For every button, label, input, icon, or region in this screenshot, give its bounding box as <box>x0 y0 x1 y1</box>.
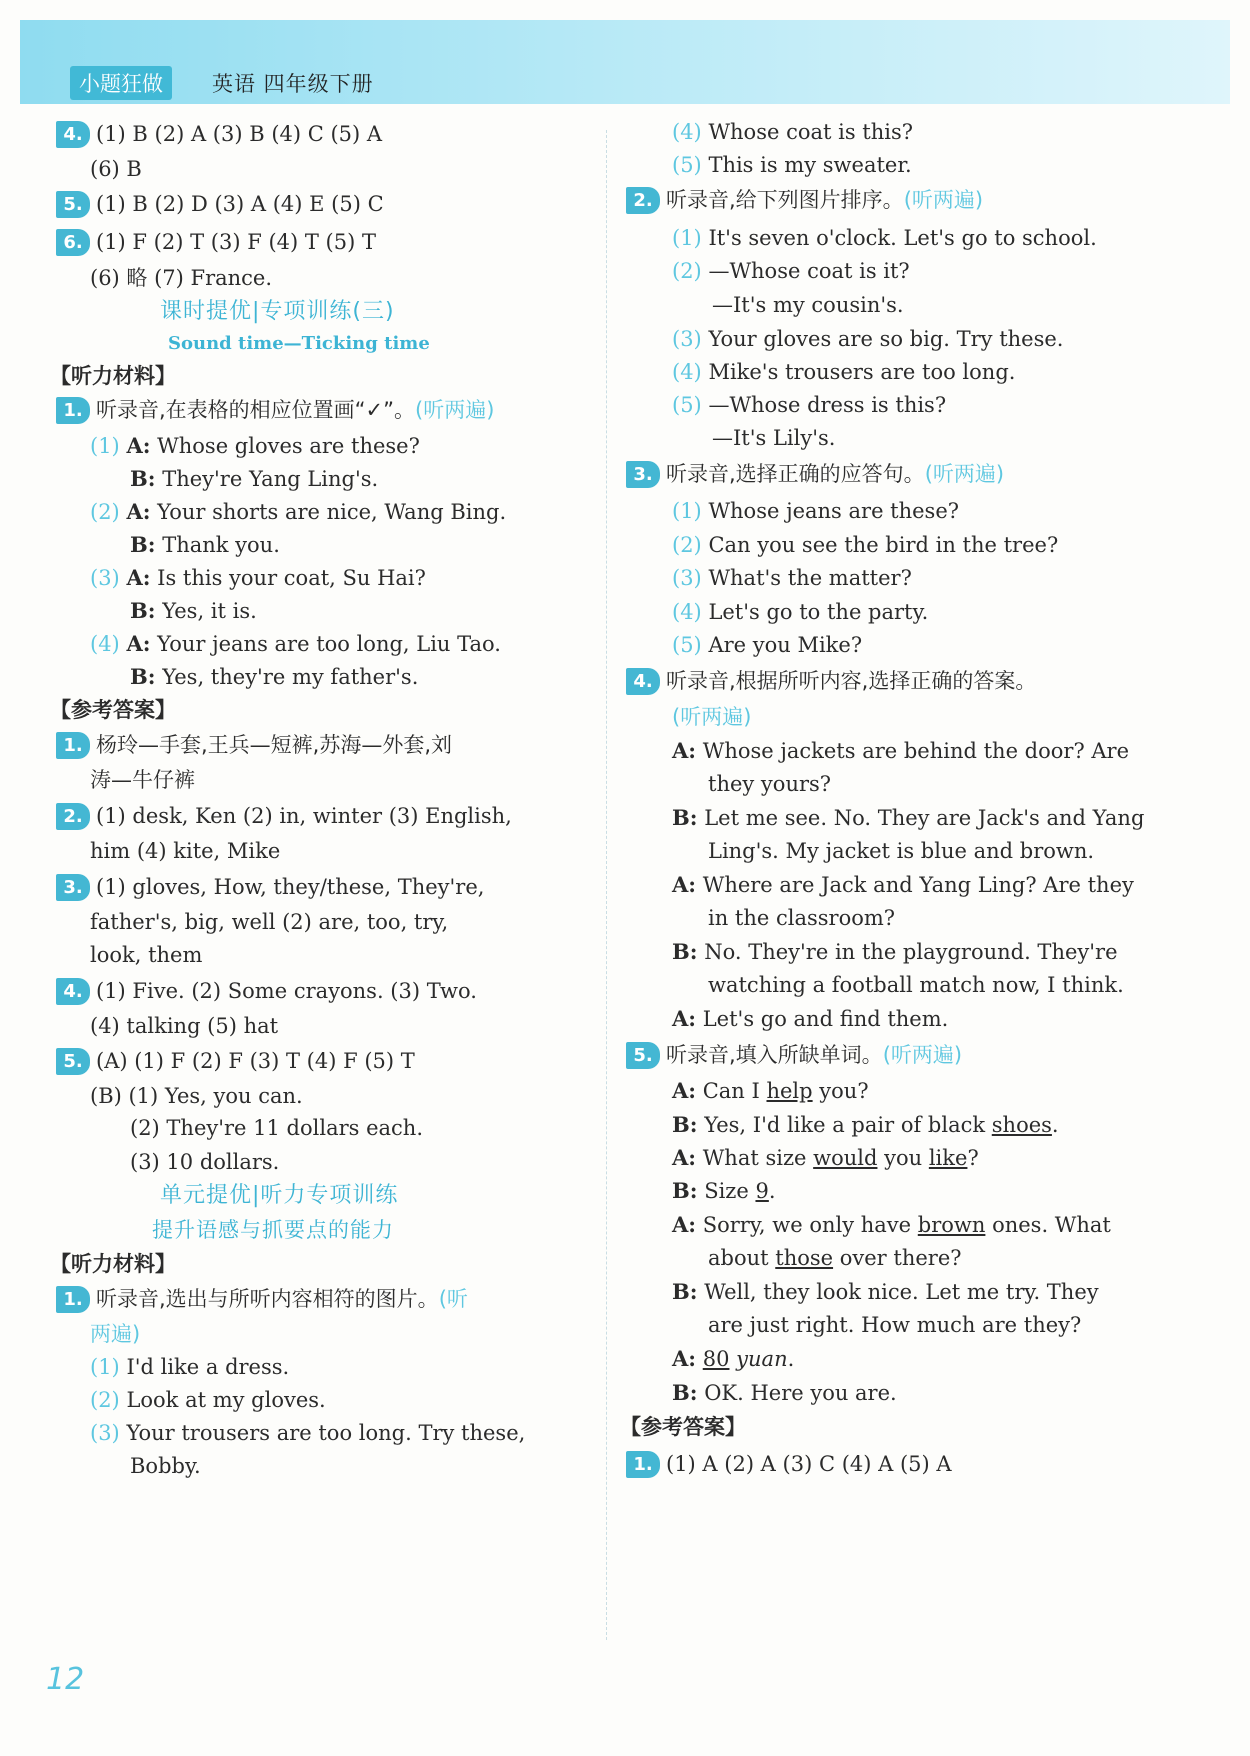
header-banner <box>20 20 1230 104</box>
section-heading: 【听力材料】 <box>50 364 176 388</box>
list-item: —It's my cousin's. <box>712 293 904 317</box>
series-tag: 小题狂做 <box>70 66 172 100</box>
dialogue-line: A: What size would you like? <box>672 1145 979 1170</box>
dialogue-line: are just right. How much are they? <box>708 1313 1082 1337</box>
dialogue-line: (2) A: Your shorts are nice, Wang Bing. <box>90 499 507 524</box>
course-title: 课时提优|专项训练(三) <box>160 299 395 324</box>
filled-blank: help <box>766 1079 813 1103</box>
list-item: (1) Whose jeans are these? <box>672 499 960 523</box>
list-item: (1) I'd like a dress. <box>90 1355 290 1379</box>
answer-row: (4) talking (5) hat <box>90 1014 279 1038</box>
answer-row: 1. (1) A (2) A (3) C (4) A (5) A <box>626 1450 952 1478</box>
dialogue-line: watching a football match now, I think. <box>708 973 1124 997</box>
list-item: (2) Can you see the bird in the tree? <box>672 533 1059 557</box>
list-item: (5) Are you Mike? <box>672 633 863 657</box>
question-title: 1. 听录音,在表格的相应位置画“✓”。(听两遍) <box>56 396 494 424</box>
question-title: 3. 听录音,选择正确的应答句。(听两遍) <box>626 460 1004 488</box>
filled-blank: 9 <box>755 1179 769 1203</box>
filled-blank: like <box>928 1146 968 1170</box>
column-divider <box>606 130 607 1640</box>
section-heading: 【参考答案】 <box>620 1415 746 1439</box>
dialogue-line: Ling's. My jacket is blue and brown. <box>708 839 1095 863</box>
dialogue-line: (3) A: Is this your coat, Su Hai? <box>90 565 426 590</box>
dialogue-line: A: Whose jackets are behind the door? Are <box>672 738 1130 763</box>
dialogue-line: (1) A: Whose gloves are these? <box>90 433 420 458</box>
answer-row: 3. (1) gloves, How, they/these, They're, <box>56 873 484 901</box>
page-number: 12 <box>46 1662 85 1697</box>
answer-row: look, them <box>90 943 203 967</box>
answer-row: him (4) kite, Mike <box>90 839 281 863</box>
dialogue-line: B: OK. Here you are. <box>672 1380 897 1405</box>
answer-row: 涛—牛仔裤 <box>90 768 195 792</box>
dialogue-line: A: Can I help you? <box>672 1078 869 1103</box>
unit-title: 单元提优|听力专项训练 <box>160 1183 399 1208</box>
list-item: —It's Lily's. <box>712 426 836 450</box>
answer-row: (2) They're 11 dollars each. <box>130 1116 423 1140</box>
dialogue-line: A: Sorry, we only have brown ones. What <box>672 1212 1111 1237</box>
answer-row: father's, big, well (2) are, too, try, <box>90 910 449 934</box>
dialogue-line: B: No. They're in the playground. They're <box>672 939 1118 964</box>
filled-blank: brown <box>917 1213 986 1237</box>
dialogue-line: A: 80 yuan. <box>672 1346 795 1371</box>
dialogue-line: they yours? <box>708 772 832 796</box>
dialogue-line: in the classroom? <box>708 906 896 930</box>
dialogue-line: B: Yes, I'd like a pair of black shoes. <box>672 1112 1059 1137</box>
list-item: (3) Your gloves are so big. Try these. <box>672 327 1064 351</box>
dialogue-line: A: Let's go and find them. <box>672 1006 949 1031</box>
list-item: (3) Your trousers are too long. Try these, <box>90 1421 526 1445</box>
answer-row: 2. (1) desk, Ken (2) in, winter (3) English, <box>56 802 512 830</box>
answer-row: 6. (1) F (2) T (3) F (4) T (5) T <box>56 228 376 256</box>
dialogue-line: B: They're Yang Ling's. <box>130 466 379 491</box>
answer-row: 4. (1) Five. (2) Some crayons. (3) Two. <box>56 977 477 1005</box>
list-item: (3) What's the matter? <box>672 566 912 590</box>
list-item: (2) —Whose coat is it? <box>672 259 910 283</box>
answer-row: 5. (A) (1) F (2) F (3) T (4) F (5) T <box>56 1047 415 1075</box>
section-heading: 【听力材料】 <box>50 1252 176 1276</box>
question-title: 2. 听录音,给下列图片排序。(听两遍) <box>626 186 983 214</box>
list-item: (4) Mike's trousers are too long. <box>672 360 1016 384</box>
filled-blank: shoes <box>991 1113 1052 1137</box>
dialogue-line: (4) A: Your jeans are too long, Liu Tao. <box>90 631 501 656</box>
list-item: Bobby. <box>130 1454 201 1478</box>
question-title: 4. 听录音,根据所听内容,选择正确的答案。 <box>626 667 1036 695</box>
filled-blank: 80 <box>702 1347 730 1371</box>
list-item: (4) Let's go to the party. <box>672 600 929 624</box>
answer-row: (3) 10 dollars. <box>130 1150 280 1174</box>
answer-row: (B) (1) Yes, you can. <box>90 1084 303 1108</box>
dialogue-line: B: Let me see. No. They are Jack's and Yang <box>672 805 1145 830</box>
list-item: (1) It's seven o'clock. Let's go to school. <box>672 226 1097 250</box>
dialogue-line: B: Yes, it is. <box>130 598 257 623</box>
list-item: (2) Look at my gloves. <box>90 1388 326 1412</box>
unit-subtitle: 提升语感与抓要点的能力 <box>152 1218 394 1242</box>
list-item: (5) This is my sweater. <box>672 153 912 177</box>
list-item: (5) —Whose dress is this? <box>672 393 947 417</box>
dialogue-line: B: Yes, they're my father's. <box>130 664 419 689</box>
filled-blank: would <box>813 1146 878 1170</box>
subject-title: 英语 四年级下册 <box>212 72 374 96</box>
answer-row: 1. 杨玲—手套,王兵—短裤,苏海—外套,刘 <box>56 731 452 759</box>
list-item: (4) Whose coat is this? <box>672 120 913 144</box>
answer-row: (6) B <box>90 157 142 181</box>
dialogue-line: A: Where are Jack and Yang Ling? Are they <box>672 872 1134 897</box>
answer-row: (6) 略 (7) France. <box>90 266 273 290</box>
answer-row: 5. (1) B (2) D (3) A (4) E (5) C <box>56 190 384 218</box>
dialogue-line: about those over there? <box>708 1246 962 1270</box>
section-heading: 【参考答案】 <box>50 698 176 722</box>
question-title: 1. 听录音,选出与所听内容相符的图片。(听 <box>56 1285 468 1313</box>
question-title: 5. 听录音,填入所缺单词。(听两遍) <box>626 1041 962 1069</box>
dialogue-line: B: Well, they look nice. Let me try. They <box>672 1279 1099 1304</box>
dialogue-line: B: Size 9. <box>672 1178 776 1203</box>
dialogue-line: B: Thank you. <box>130 532 280 557</box>
question-hint: 两遍) <box>90 1322 141 1346</box>
answer-row: 4. (1) B (2) A (3) B (4) C (5) A <box>56 120 382 148</box>
course-subtitle: Sound time—Ticking time <box>168 333 430 354</box>
filled-blank: those <box>775 1246 834 1270</box>
question-hint: (听两遍) <box>672 705 752 729</box>
